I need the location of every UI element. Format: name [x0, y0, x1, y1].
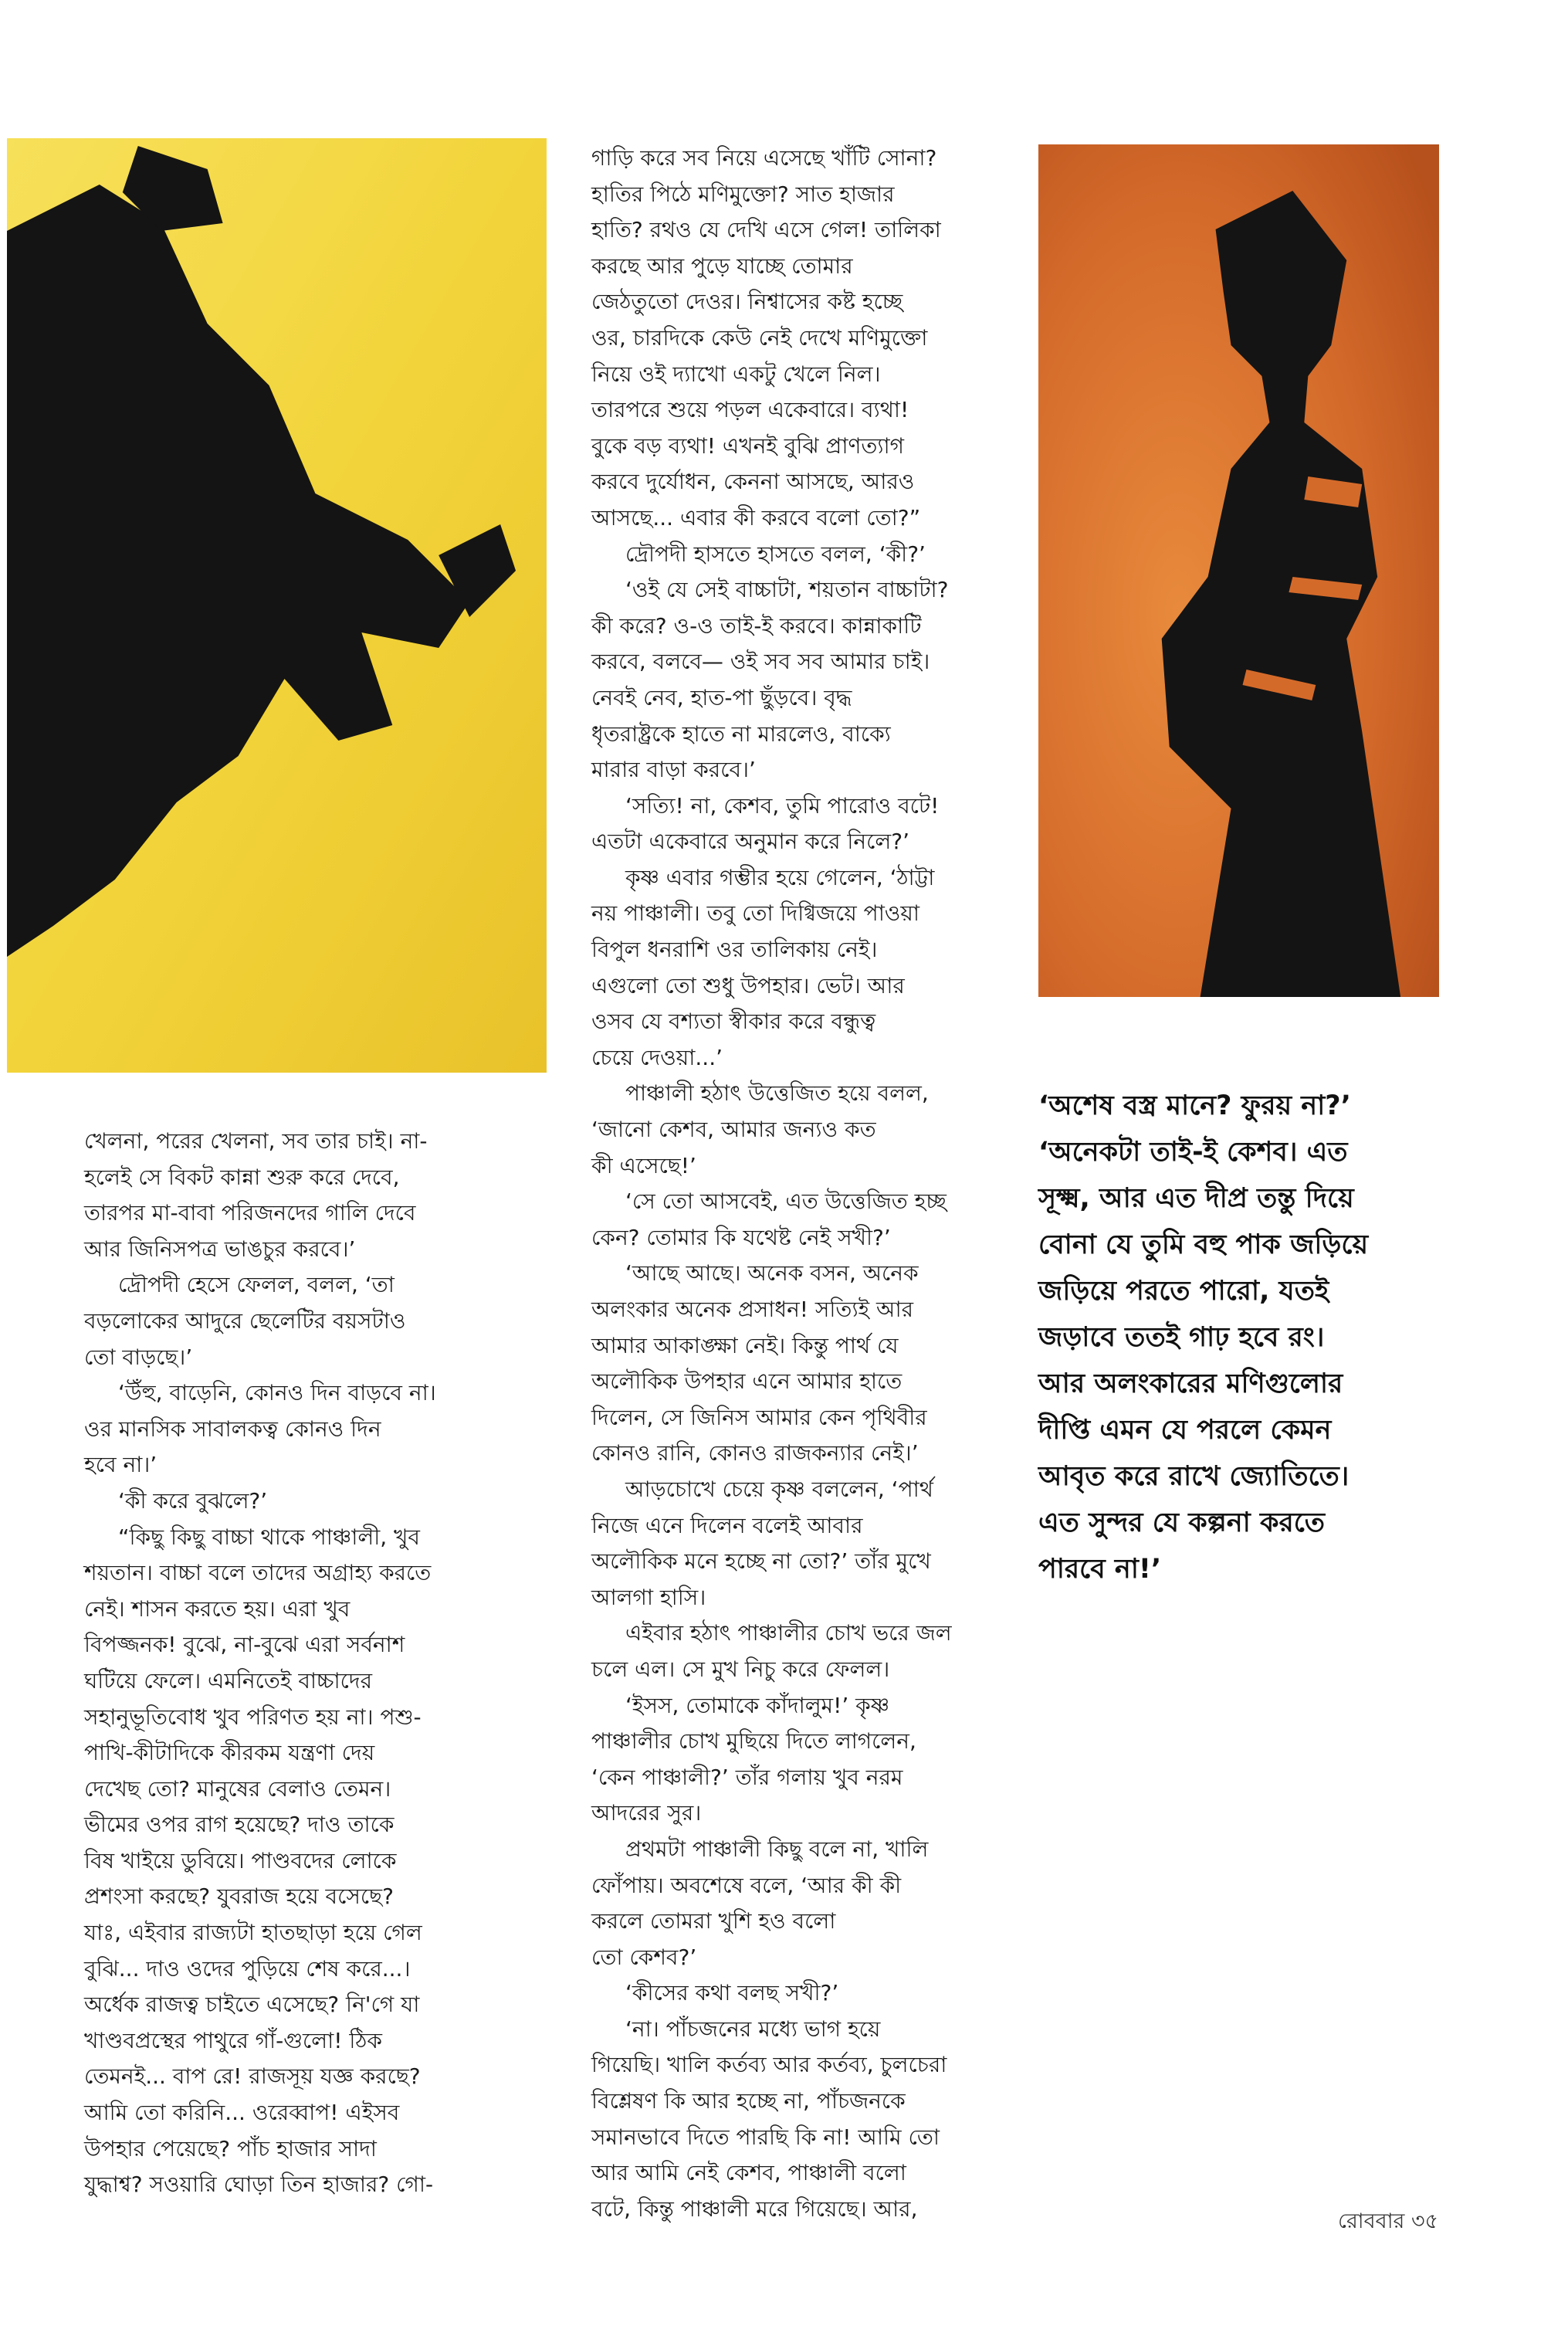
pull-quote-line: জড়িয়ে পরতে পারো, যতই — [1038, 1276, 1329, 1307]
text-line: বড়লোকের আদুরে ছেলেটির বয়সটাও — [84, 1307, 406, 1334]
text-line: জেঠতুতো দেওর। নিশ্বাসের কষ্ট হচ্ছে — [591, 289, 903, 315]
text-line: বুকে বড় ব্যথা! এখনই বুঝি প্রাণত্যাগ — [591, 432, 904, 459]
text-line: নেবই নেব, হাত-পা ছুঁড়বে। বৃদ্ধ — [591, 684, 852, 710]
text-line: কী এসেছে!’ — [591, 1152, 696, 1178]
text-line: বুঝি... দাও ওদের পুড়িয়ে শেষ করে...। — [84, 1955, 411, 1982]
text-line: আর আমি নেই কেশব, পাঞ্চালী বলো — [591, 2160, 906, 2186]
text-line: বিপুল ধনরাশি ওর তালিকায় নেই। — [591, 937, 878, 963]
text-line: এইবার হঠাৎ পাঞ্চালীর চোখ ভরে জল — [625, 1620, 952, 1646]
text-line: তেমনই... বাপ রে! রাজসূয় যজ্ঞ করছে? — [84, 2063, 421, 2090]
text-line: যাঃ, এইবার রাজ্যটা হাতছাড়া হয়ে গেল — [84, 1920, 422, 1946]
text-line: পাখি-কীটাদিকে কীরকম যন্ত্রণা দেয় — [84, 1740, 375, 1766]
text-line: ‘আছে আছে। অনেক বসন, অনেক — [625, 1260, 919, 1287]
text-line: ‘কী করে বুঝলে?’ — [118, 1487, 268, 1514]
illustration-left — [7, 138, 547, 1073]
text-line: কৃষ্ণ এবার গম্ভীর হয়ে গেলেন, ‘ঠাট্টা — [625, 864, 935, 890]
pull-quote-line: আর অলংকারের মণিগুলোর — [1038, 1368, 1343, 1399]
text-line: ‘ইসস, তোমাকে কাঁদালুম!’ কৃষ্ণ — [625, 1692, 890, 1718]
text-line: ‘ওই যে সেই বাচ্চাটা, শয়তান বাচ্চাটা? — [625, 577, 949, 603]
pull-quote-line: ‘অশেষ বস্ত্র মানে? ফুরয় না?’ — [1038, 1090, 1351, 1121]
text-line: আসছে... এবার কী করবে বলো তো?” — [591, 504, 921, 531]
text-line: কী করে? ও-ও তাই-ই করবে। কান্নাকাটি — [591, 612, 922, 639]
text-line: ওর, চারদিকে কেউ নেই দেখে মণিমুক্তো — [591, 324, 928, 351]
pull-quote-line: দীপ্তি এমন যে পরলে কেমন — [1038, 1415, 1332, 1446]
text-line: নেই। শাসন করতে হয়। এরা খুব — [84, 1595, 351, 1622]
text-line: ‘কীসের কথা বলছ সখী?’ — [625, 1980, 839, 2006]
text-line: উপহার পেয়েছে? পাঁচ হাজার সাদা — [84, 2135, 377, 2162]
text-line: “কিছু কিছু বাচ্চা থাকে পাঞ্চালী, খুব — [118, 1524, 420, 1550]
text-line: করবে দুর্যোধন, কেননা আসছে, আরও — [591, 469, 915, 495]
text-line: ফোঁপায়। অবশেষে বলে, ‘আর কী কী — [591, 1872, 902, 1898]
text-line: ‘সত্যি! না, কেশব, তুমি পারোও বটে! — [625, 792, 940, 819]
text-line: পাঞ্চালী হঠাৎ উত্তেজিত হয়ে বলল, — [625, 1080, 929, 1107]
text-line: তো কেশব?’ — [591, 1944, 697, 1970]
text-line: কোনও রানি, কোনও রাজকন্যার নেই।’ — [591, 1440, 919, 1466]
text-line: হবে না।’ — [84, 1452, 157, 1478]
text-line: বিপজ্জনক! বুঝে, না-বুঝে এরা সর্বনাশ — [84, 1632, 405, 1658]
text-line: বিষ খাইয়ে ডুবিয়ে। পাণ্ডবদের লোকে — [84, 1847, 397, 1873]
page-folio: রোববার ৩৫ — [1338, 2209, 1439, 2233]
text-line: করবে, বলবে— ওই সব সব আমার চাই। — [591, 649, 930, 675]
text-line: আর জিনিসপত্র ভাঙচুর করবে।’ — [84, 1236, 356, 1262]
text-line: দেখেছ তো? মানুষের বেলাও তেমন। — [84, 1775, 391, 1802]
text-line: হাতির পিঠে মণিমুক্তো? সাত হাজার — [591, 181, 895, 207]
text-line: ‘জানো কেশব, আমার জন্যও কত — [591, 1117, 876, 1143]
text-line: তারপর মা-বাবা পরিজনদের গালি দেবে — [84, 1200, 416, 1226]
text-line: হাতি? রথও যে দেখি এসে গেল! তালিকা — [591, 217, 941, 243]
text-line: তারপরে শুয়ে পড়ল একেবারে। ব্যথা! — [591, 397, 909, 423]
text-line: চেয়ে দেওয়া...’ — [591, 1044, 723, 1070]
text-line: কেন? তোমার কি যথেষ্ট নেই সখী?’ — [591, 1224, 891, 1250]
text-line: অলংকার অনেক প্রসাধন! সত্যিই আর — [591, 1297, 914, 1322]
text-line: পাঞ্চালীর চোখ মুছিয়ে দিতে লাগলেন, — [591, 1728, 916, 1755]
text-line: ভীমের ওপর রাগ হয়েছে? দাও তাকে — [84, 1812, 395, 1838]
text-line: অলৌকিক মনে হচ্ছে না তো?’ তাঁর মুখে — [591, 1548, 931, 1575]
text-line: প্রশংসা করছে? যুবরাজ হয়ে বসেছে? — [84, 1884, 394, 1910]
text-column-left — [84, 1124, 516, 2203]
text-line: ওর মানসিক সাবালকত্ব কোনও দিন — [84, 1416, 381, 1442]
text-line: নয় পাঞ্চালী। তবু তো দিগ্বিজয়ে পাওয়া — [591, 900, 920, 927]
text-line: আলগা হাসি। — [591, 1584, 706, 1610]
text-line: নিয়ে ওই দ্যাখো একটু খেলে নিল। — [591, 361, 881, 387]
text-line: দ্রৌপদী হেসে ফেলল, বলল, ‘তা — [118, 1272, 395, 1298]
text-line: গাড়ি করে সব নিয়ে এসেছে খাঁটি সোনা? — [591, 145, 937, 171]
text-line: করছে আর পুড়ে যাচ্ছে তোমার — [591, 253, 853, 279]
text-line: ‘উঁহু, বাড়েনি, কোনও দিন বাড়বে না। — [118, 1380, 436, 1406]
text-line: শয়তান। বাচ্চা বলে তাদের অগ্রাহ্য করতে — [84, 1560, 432, 1586]
text-line: ঘটিয়ে ফেলে। এমনিতেই বাচ্চাদের — [84, 1667, 373, 1694]
text-line: ‘না। পাঁচজনের মধ্যে ভাগ হয়ে — [625, 2016, 881, 2042]
text-line: অর্ধেক রাজত্ব চাইতে এসেছে? নি'গে যা — [84, 1992, 420, 2018]
pull-quote-line: এত সুন্দর যে কল্পনা করতে — [1038, 1507, 1326, 1538]
text-line: খাণ্ডবপ্রস্থের পাথুরে গাঁ-গুলো! ঠিক — [84, 2027, 382, 2053]
text-line: নিজে এনে দিলেন বলেই আবার — [591, 1512, 863, 1538]
text-line: ‘কেন পাঞ্চালী?’ তাঁর গলায় খুব নরম — [591, 1764, 903, 1790]
pull-quote-line: বোনা যে তুমি বহু পাক জড়িয়ে — [1038, 1229, 1369, 1260]
text-line: ধৃতরাষ্ট্রকে হাতে না মারলেও, বাক্যে — [591, 721, 891, 747]
text-line: আমার আকাঙ্ক্ষা নেই। কিন্তু পার্থ যে — [591, 1332, 899, 1358]
text-line: করলে তোমরা খুশি হও বলো — [591, 1908, 836, 1934]
text-line: এগুলো তো শুধু উপহার। ভেট। আর — [591, 972, 905, 999]
text-line: বিশ্লেষণ কি আর হচ্ছে না, পাঁচজনকে — [591, 2088, 906, 2114]
text-line: আমি তো করিনি... ওরেব্বাপ! এইসব — [84, 2100, 400, 2126]
pull-quote-line: ‘অনেকটা তাই-ই কেশব। এত — [1038, 1137, 1348, 1168]
pull-quote-line: সূক্ষ্ম, আর এত দীপ্র তন্তু দিয়ে — [1038, 1183, 1354, 1214]
text-line: গিয়েছি। খালি কর্তব্য আর কর্তব্য, চুলচেরা — [591, 2052, 947, 2078]
text-line: হলেই সে বিকট কান্না শুরু করে দেবে, — [84, 1164, 400, 1190]
text-line: এতটা একেবারে অনুমান করে নিলে?’ — [591, 829, 909, 855]
text-line: ওসব যে বশ্যতা স্বীকার করে বন্ধুত্ব — [591, 1009, 876, 1035]
text-line: আড়চোখে চেয়ে কৃষ্ণ বললেন, ‘পার্থ — [625, 1476, 933, 1502]
illustration-right — [1038, 144, 1439, 997]
text-line: যুদ্ধাশ্ব? সওয়ারি ঘোড়া তিন হাজার? গো- — [84, 2172, 434, 2198]
text-line: অলৌকিক উপহার এনে আমার হাতে — [591, 1368, 903, 1395]
pull-quote-line: জড়াবে ততই গাঢ় হবে রং। — [1038, 1322, 1325, 1353]
text-line: দ্রৌপদী হাসতে হাসতে বলল, ‘কী?’ — [625, 541, 926, 567]
text-line: মারার বাড়া করবে।’ — [591, 757, 756, 783]
text-line: আদরের সুর। — [591, 1800, 702, 1826]
text-line: প্রথমটা পাঞ্চালী কিছু বলে না, খালি — [625, 1836, 929, 1862]
text-line: চলে এল। সে মুখ নিচু করে ফেলল। — [591, 1656, 890, 1682]
text-line: তো বাড়ছে।’ — [84, 1344, 193, 1370]
text-line: খেলনা, পরের খেলনা, সব তার চাই। না- — [84, 1128, 428, 1154]
pull-quote-line: আবৃত করে রাখে জ্যোতিতে। — [1038, 1461, 1350, 1492]
text-column-middle — [591, 141, 1024, 2227]
pull-quote — [1038, 1083, 1471, 1592]
text-line: ‘সে তো আসবেই, এত উত্তেজিত হচ্ছ — [625, 1188, 947, 1215]
text-line: সমানভাবে দিতে পারছি কি না! আমি তো — [591, 2124, 940, 2150]
text-line: দিলেন, সে জিনিস আমার কেন পৃথিবীর — [591, 1404, 927, 1430]
pull-quote-line: পারবে না!’ — [1038, 1554, 1162, 1585]
text-line: সহানুভূতিবোধ খুব পরিণত হয় না। পশু- — [84, 1704, 422, 1730]
text-line: বটে, কিন্তু পাঞ্চালী মরে গিয়েছে। আর, — [591, 2195, 918, 2222]
